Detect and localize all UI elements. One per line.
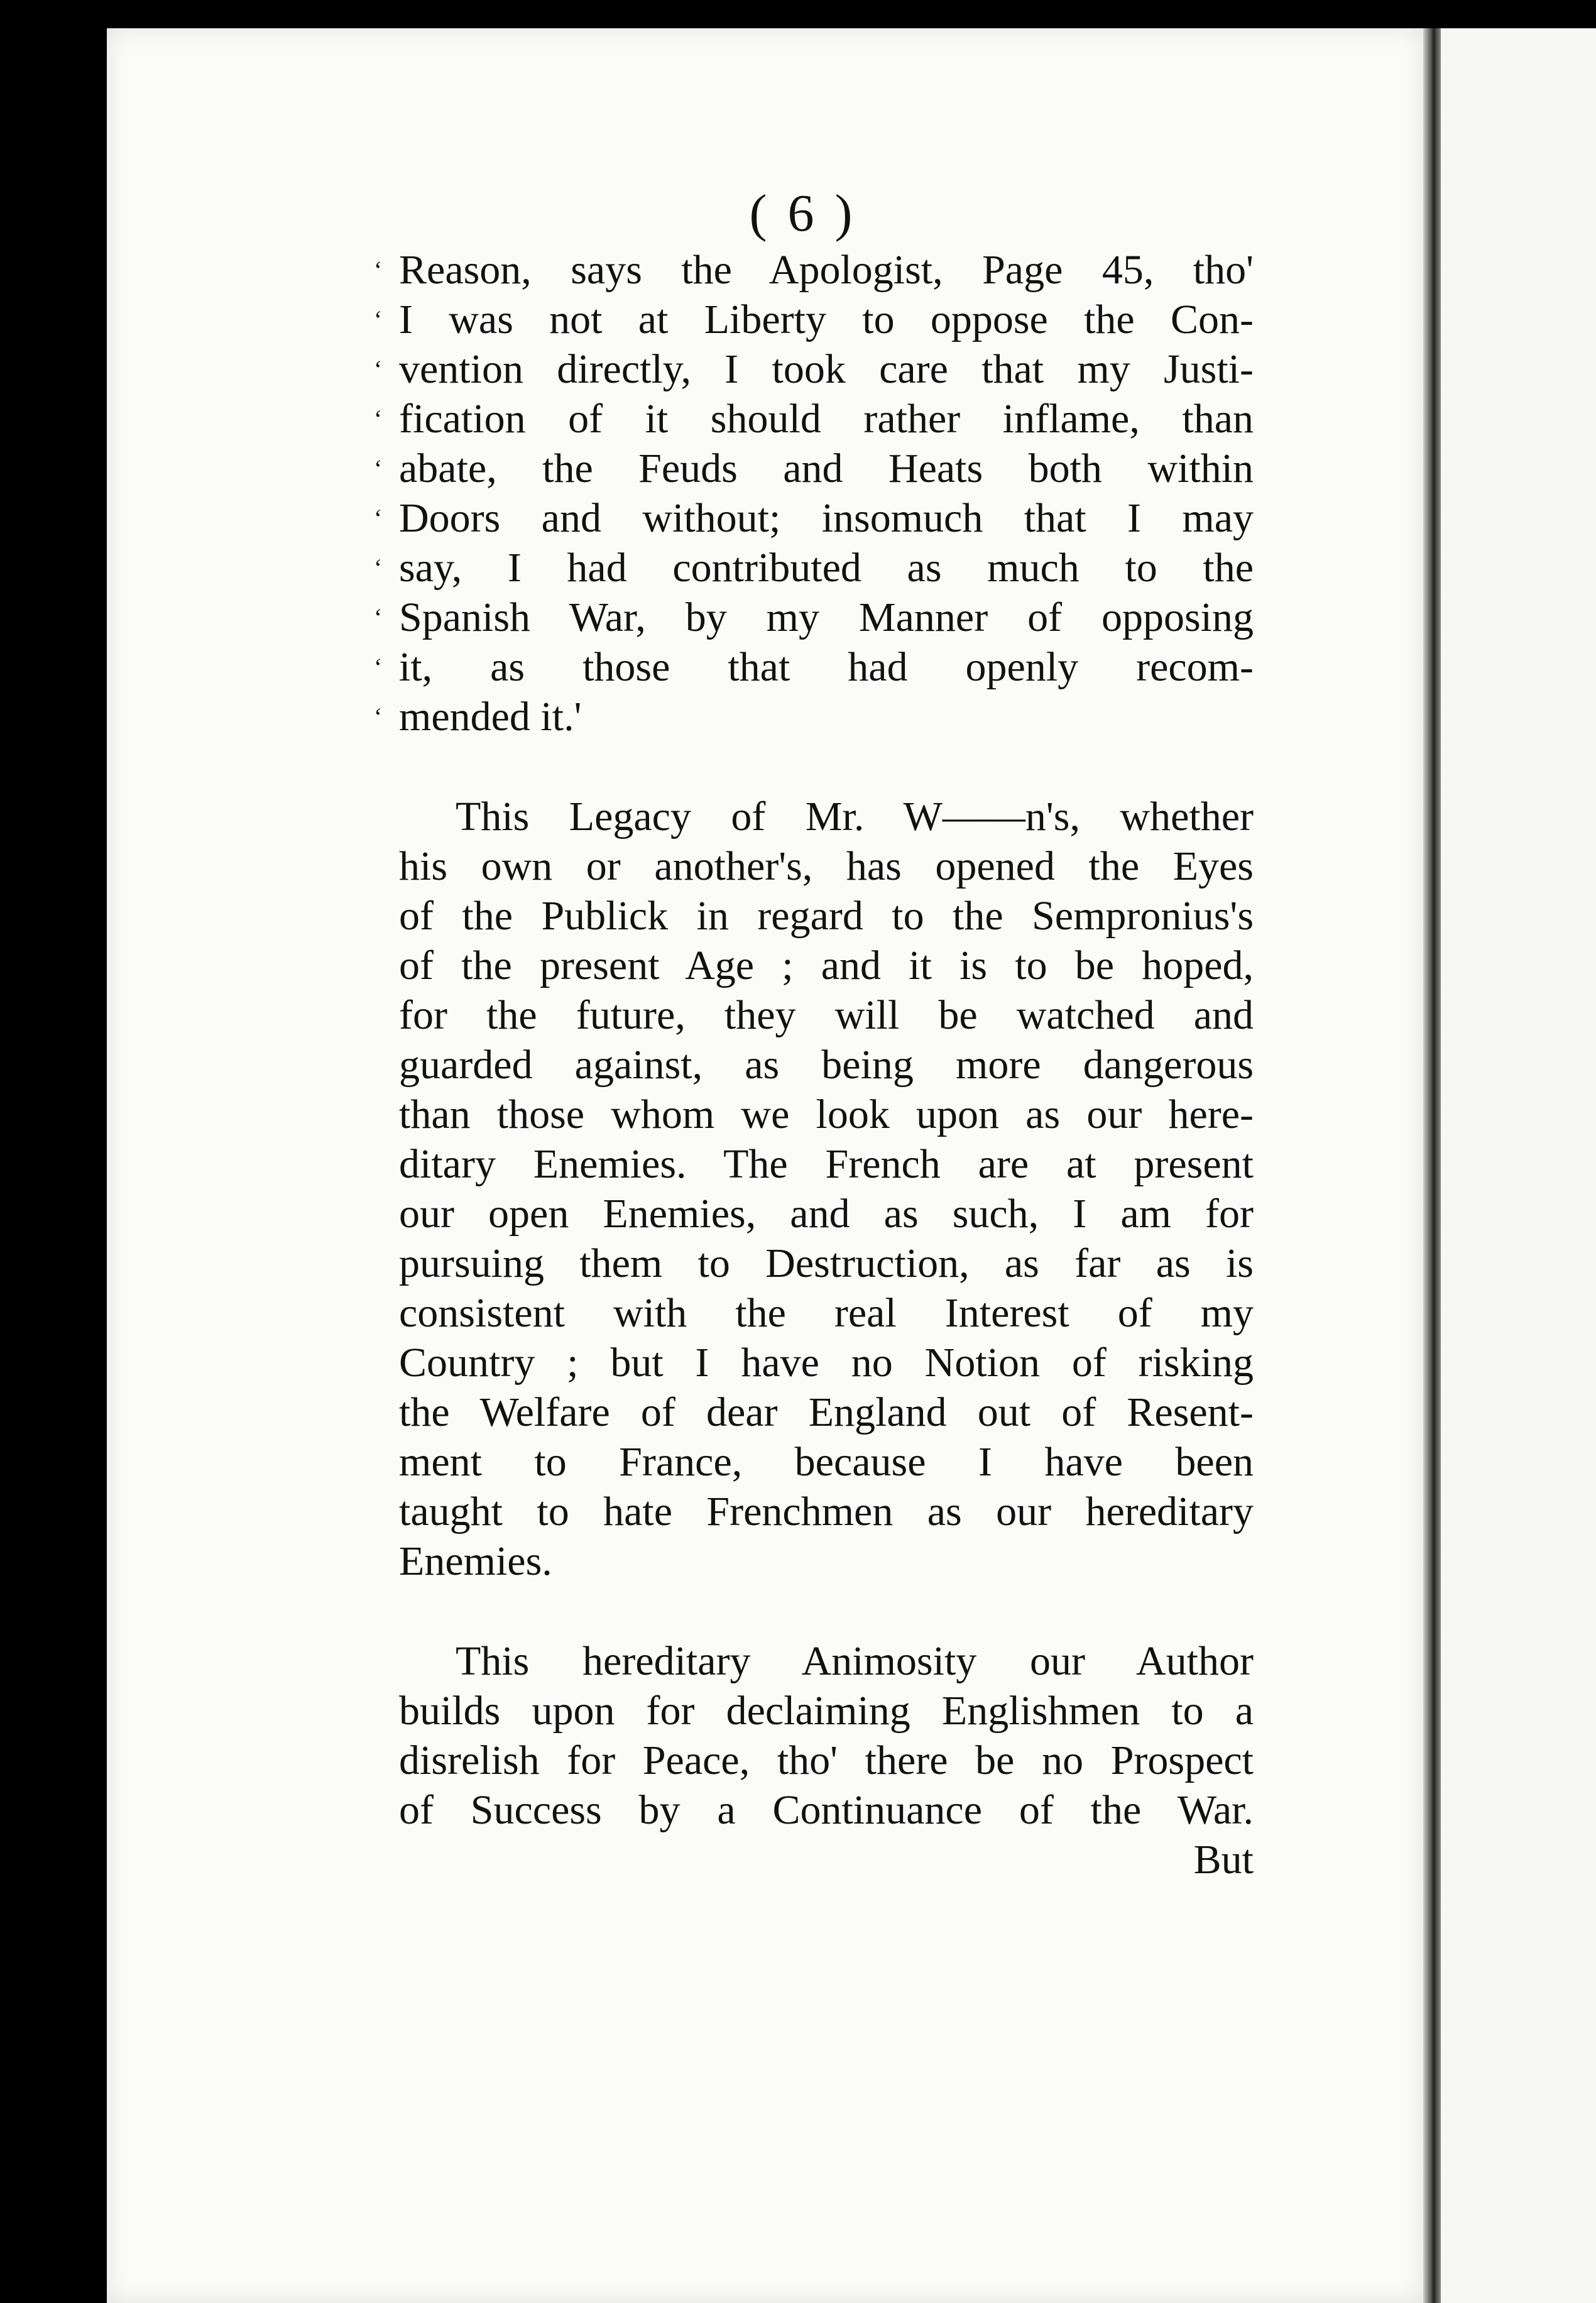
text-line: ‘ vention directly, I took care that my Justi-: [399, 344, 1254, 394]
text-line: ‘ mended it.': [399, 692, 1254, 741]
text-line: This hereditary Animosity our Author: [456, 1638, 1254, 1684]
text-line: consistent with the real Interest of my: [399, 1290, 1254, 1336]
text-line: builds upon for declaiming Englishmen to a: [399, 1688, 1254, 1734]
quoted-passage: [399, 245, 1254, 741]
book-gutter: [1423, 28, 1441, 2303]
text-line: ditary Enemies. The French are at present: [399, 1141, 1254, 1187]
text-line: ‘ fication of it should rather inflame, than: [399, 394, 1254, 444]
text-line: ment to France, because I have been: [399, 1439, 1254, 1485]
text-line: ‘ Spanish War, by my Manner of opposing: [399, 593, 1254, 642]
text-line: of the Publick in regard to the Sempronius's: [399, 893, 1254, 939]
text-line: Enemies.: [399, 1538, 552, 1584]
text-line: our open Enemies, and as such, I am for: [399, 1191, 1254, 1237]
text-line: disrelish for Peace, tho' there be no Prospect: [399, 1737, 1254, 1783]
text-line: guarded against, as being more dangerous: [399, 1042, 1254, 1088]
right-page-edge: [1441, 28, 1596, 2303]
text-line: ‘ Reason, says the Apologist, Page 45, tho': [399, 245, 1254, 295]
text-line: than those whom we look upon as our here-: [399, 1091, 1254, 1137]
text-line: Country ; but I have no Notion of risking: [399, 1340, 1254, 1386]
text-line: ‘ say, I had contributed as much to the: [399, 543, 1254, 593]
text-line: of Success by a Continuance of the War.: [399, 1787, 1254, 1833]
text-line: for the future, they will be watched and: [399, 992, 1254, 1038]
paragraph-legacy: [399, 792, 1254, 1586]
text-line: of the present Age ; and it is to be hoped,: [399, 943, 1254, 988]
text-line: taught to hate Frenchmen as our hereditary: [399, 1489, 1254, 1534]
text-line: ‘ I was not at Liberty to oppose the Con-: [399, 295, 1254, 344]
text-line: the Welfare of dear England out of Resent-: [399, 1389, 1254, 1435]
text-line: ‘ it, as those that had openly recom-: [399, 642, 1254, 692]
paragraph-animosity: [399, 1636, 1254, 1835]
text-line: his own or another's, has opened the Eyes: [399, 843, 1254, 889]
catchword: But: [1193, 1837, 1254, 1883]
page-number-header: ( 6 ): [749, 184, 856, 243]
text-line: pursuing them to Destruction, as far as is: [399, 1240, 1254, 1286]
text-line: ‘ Doors and without; insomuch that I may: [399, 493, 1254, 543]
text-line: ‘ abate, the Feuds and Heats both within: [399, 444, 1254, 493]
text-line: This Legacy of Mr. W——n's, whether: [456, 794, 1254, 840]
page-text: [399, 245, 1254, 1885]
